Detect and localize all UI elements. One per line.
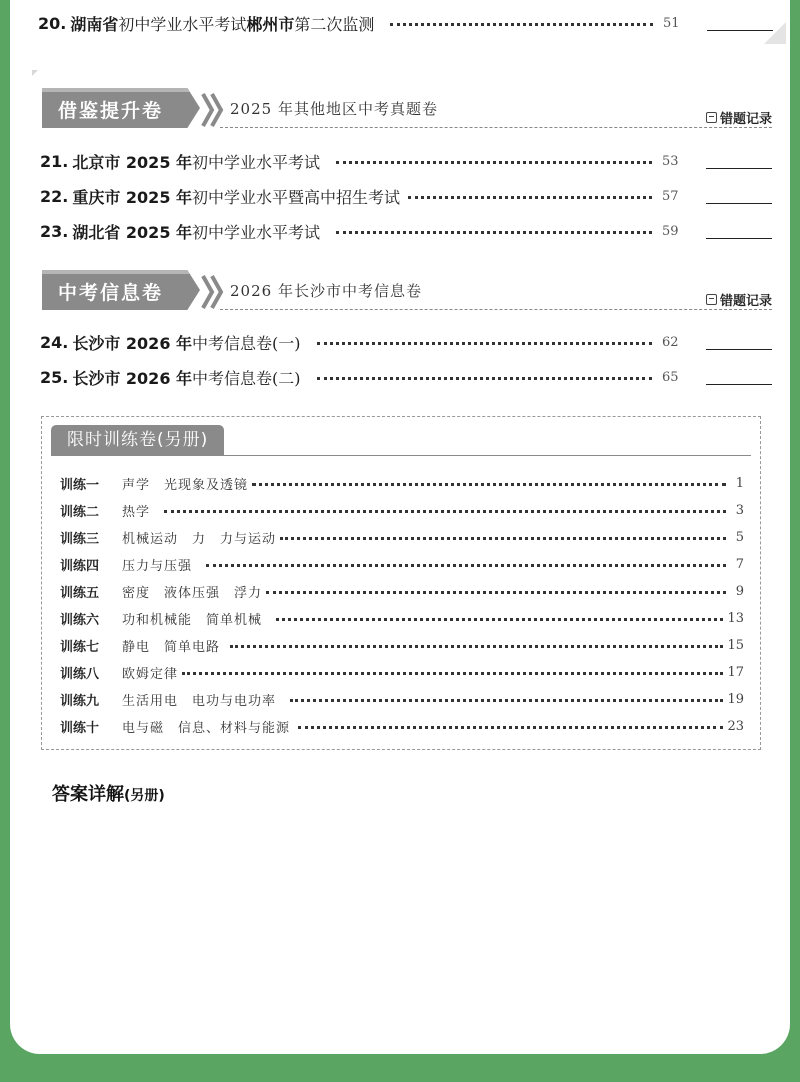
page-number: 62: [662, 335, 679, 350]
entry-title: 中考信息卷(一): [192, 334, 301, 353]
training-page: 5: [735, 530, 744, 545]
section-subtitle: 2026 年长沙市中考信息卷: [230, 282, 422, 300]
entry-region-year: 北京市 2025 年: [72, 153, 193, 172]
entry-title: 初中学业水平考试: [192, 223, 321, 242]
record-blank: [706, 203, 772, 204]
training-topic: 机械运动 力 力与运动: [122, 532, 277, 547]
training-topic: 热学: [122, 505, 151, 520]
training-item[interactable]: [60, 528, 744, 547]
training-topic: 电与磁 信息、材料与能源: [122, 721, 291, 736]
answers-title: 答案详解: [52, 784, 124, 805]
entry-title: 中考信息卷(二): [192, 369, 301, 388]
page-sheet: [10, 0, 790, 1054]
entry-region-year: 重庆市 2025 年: [72, 188, 193, 207]
leader-dots: [206, 564, 726, 567]
training-item[interactable]: [60, 717, 744, 736]
training-title: 限时训练卷(另册): [51, 425, 224, 455]
entry-exam-type: 第二次监测: [294, 15, 375, 34]
leader-dots: [317, 342, 652, 345]
section-header-zhongkao: [42, 270, 772, 314]
leader-dots: [230, 645, 723, 648]
entry-number: 24.: [40, 333, 69, 352]
entry-number: 22.: [40, 187, 69, 206]
leader-dots: [290, 699, 723, 702]
training-label: 训练一: [60, 478, 100, 493]
training-topic: 声学 光现象及透镜: [122, 478, 249, 493]
section-divider: [220, 309, 772, 310]
page-number: 65: [662, 370, 679, 385]
error-record-label: [706, 108, 772, 127]
training-item[interactable]: [60, 663, 744, 682]
error-record-label: [706, 290, 772, 309]
leader-dots: [164, 510, 726, 513]
training-item[interactable]: [60, 636, 744, 655]
entry-region: 湖南省: [70, 15, 119, 34]
entry-region-year: 湖北省 2025 年: [72, 223, 193, 242]
training-label: 训练五: [60, 586, 100, 601]
answers-note: (另册): [124, 788, 165, 804]
training-page: 9: [735, 584, 744, 599]
page-number: 57: [662, 189, 679, 204]
chevron-right-icon: [200, 272, 226, 312]
training-item[interactable]: [60, 582, 744, 601]
toc-entry-20[interactable]: [38, 12, 773, 35]
training-topic: 压力与压强: [122, 559, 193, 574]
training-topic: 生活用电 电功与电功率: [122, 694, 277, 709]
training-topic: 功和机械能 简单机械: [122, 613, 263, 628]
training-label: 训练六: [60, 613, 100, 628]
record-blank: [706, 384, 772, 385]
note-icon: [706, 112, 717, 123]
leader-dots: [298, 726, 723, 729]
training-page: 1: [735, 476, 744, 491]
training-page: 3: [735, 503, 744, 518]
record-blank: [706, 349, 772, 350]
training-topic: 密度 液体压强 浮力: [122, 586, 263, 601]
leader-dots: [390, 23, 653, 26]
entry-number: 20.: [38, 14, 67, 33]
leader-dots: [182, 672, 723, 675]
training-page: 17: [727, 665, 744, 680]
training-item[interactable]: [60, 690, 744, 709]
error-record-text: 错题记录: [719, 112, 772, 127]
training-label: 训练四: [60, 559, 100, 574]
training-divider: [51, 455, 751, 456]
toc-entry-23[interactable]: [40, 220, 772, 243]
training-label: 训练七: [60, 640, 100, 655]
leader-dots: [336, 231, 652, 234]
training-item[interactable]: [60, 501, 744, 520]
chevron-right-icon: [200, 90, 226, 130]
training-label: 训练八: [60, 667, 100, 682]
training-page: 15: [727, 638, 744, 653]
entry-number: 21.: [40, 152, 69, 171]
leader-dots: [266, 591, 726, 594]
toc-entry-21[interactable]: [40, 150, 772, 173]
page-fold-mark: [32, 70, 38, 76]
section-subtitle: 2025 年其他地区中考真题卷: [230, 100, 438, 118]
training-item[interactable]: [60, 474, 744, 493]
entry-city: 郴州市: [246, 15, 295, 34]
training-page: 13: [727, 611, 744, 626]
page-number: 53: [662, 154, 679, 169]
toc-entry-22[interactable]: [40, 185, 772, 208]
record-blank: [707, 30, 773, 31]
entry-title: 初中学业水平考试: [192, 153, 321, 172]
error-record-text: 错题记录: [719, 294, 772, 309]
training-item[interactable]: [60, 555, 744, 574]
section-header-jiejian: [42, 88, 772, 132]
leader-dots: [408, 196, 652, 199]
leader-dots: [252, 483, 726, 486]
leader-dots: [336, 161, 652, 164]
training-label: 训练十: [60, 721, 100, 736]
leader-dots: [317, 377, 652, 380]
entry-number: 23.: [40, 222, 69, 241]
page-number: 59: [662, 224, 679, 239]
note-icon: [706, 294, 717, 305]
entry-region-year: 长沙市 2026 年: [72, 369, 193, 388]
section-tab-label: 借鉴提升卷: [58, 100, 164, 122]
section-divider: [220, 127, 772, 128]
entry-region-year: 长沙市 2026 年: [72, 334, 193, 353]
toc-entry-25[interactable]: [40, 366, 772, 389]
leader-dots: [280, 537, 726, 540]
training-topic: 静电 简单电路: [122, 640, 221, 655]
toc-entry-24[interactable]: [40, 331, 772, 354]
training-box: [41, 416, 761, 750]
training-item[interactable]: [60, 609, 744, 628]
entry-exam: 初中学业水平考试: [118, 15, 247, 34]
training-page: 7: [735, 557, 744, 572]
answers-heading[interactable]: [52, 780, 165, 806]
entry-title: 初中学业水平暨高中招生考试: [192, 188, 401, 207]
training-topic: 欧姆定律: [122, 667, 179, 682]
training-label: 训练三: [60, 532, 100, 547]
section-tab-label: 中考信息卷: [58, 282, 164, 304]
record-blank: [706, 238, 772, 239]
training-page: 19: [727, 692, 744, 707]
leader-dots: [276, 618, 723, 621]
entry-number: 25.: [40, 368, 69, 387]
record-blank: [706, 168, 772, 169]
training-page: 23: [727, 719, 744, 734]
training-label: 训练九: [60, 694, 100, 709]
page-number: 51: [663, 16, 680, 31]
training-label: 训练二: [60, 505, 100, 520]
